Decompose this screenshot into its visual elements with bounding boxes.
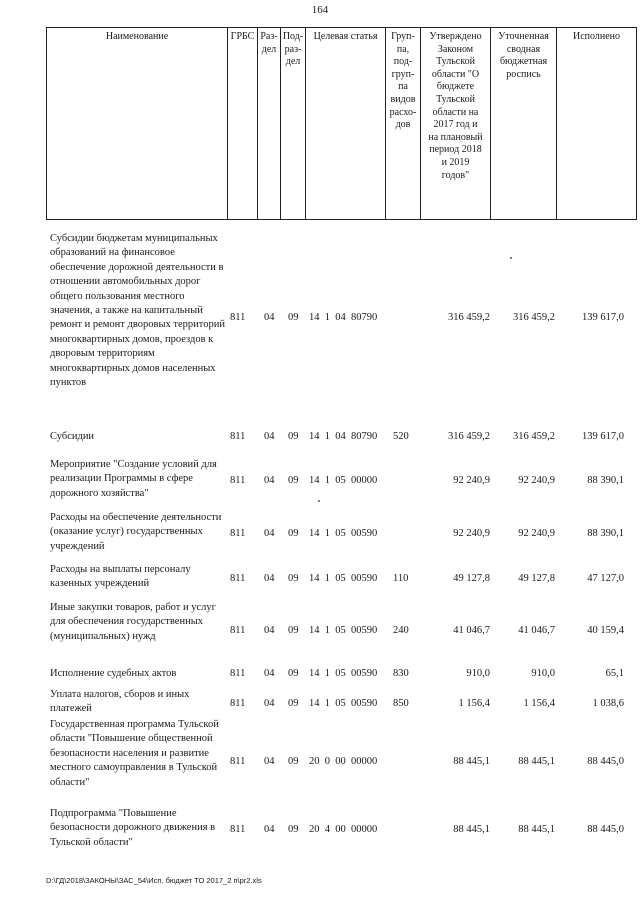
row-values [0,572,640,586]
cell-executed: 88 390,1 [587,528,624,539]
cell-target: 14 1 04 80790 [309,431,378,442]
cell-approved: 41 046,7 [453,625,490,636]
cell-approved: 49 127,8 [453,573,490,584]
header-specified: Уточненная сводная бюджетная роспись [498,31,549,80]
col-divider [636,27,637,220]
row-name: Подпрограмма "Повышение безопасности дорожного движения в Тульской области" [50,808,216,848]
cell-executed: 139 617,0 [582,431,624,442]
cell-razdel: 04 [264,475,275,486]
cell-executed: 88 390,1 [587,475,624,486]
cell-executed: 88 445,0 [587,756,624,767]
cell-grbs: 811 [230,668,246,679]
cell-approved: 316 459,2 [448,312,490,323]
header-bottom-rule [46,219,636,220]
cell-group: 520 [393,431,409,442]
page-number: 164 [311,4,329,16]
cell-approved: 92 240,9 [453,528,490,539]
row-name: Субсидии бюджетам муниципальных образований на финансовое обеспечение дорожной деятельности в отношении автомобильных дорог общего пользования местного значения, а также на капитальный ремонт и ремонт дворовых территорий многоквартирных домов, проездов к дворовым территориям многоквартирных домов населенных пунктов [50,233,225,389]
cell-executed: 40 159,4 [587,625,624,636]
cell-grbs: 811 [230,431,246,442]
cell-specified: 92 240,9 [518,475,555,486]
header-executed: Исполнено [572,31,620,42]
cell-podrazdel: 09 [288,475,299,486]
cell-group: 830 [393,668,409,679]
cell-grbs: 811 [230,625,246,636]
col-divider [227,27,228,220]
cell-specified: 41 046,7 [518,625,555,636]
scan-speck [510,257,512,259]
cell-razdel: 04 [264,312,275,323]
row-values [0,430,640,444]
header-approved: Утверждено Законом Тульской области "О бюджете Тульской области на 2017 год и на плановый период 2018 и 2019 годов" [428,31,483,181]
cell-executed: 88 445,0 [587,824,624,835]
row-name: Мероприятие "Создание условий для реализации Программы в сфере дорожного хозяйства" [50,459,217,499]
row-name: Государственная программа Тульской области "Повышение общественной безопасности населения и развитие местного самоуправления в Тульской области" [50,719,219,788]
row-values [0,624,640,638]
cell-podrazdel: 09 [288,573,299,584]
header-razdel: Раз- дел [260,31,278,55]
cell-grbs: 811 [230,573,246,584]
table-header [0,27,640,220]
cell-group: 110 [393,573,409,584]
cell-podrazdel: 09 [288,698,299,709]
cell-specified: 316 459,2 [513,312,555,323]
row-values [0,474,640,488]
cell-approved: 88 445,1 [453,756,490,767]
cell-approved: 1 156,4 [458,698,490,709]
cell-specified: 910,0 [531,668,555,679]
cell-target: 20 4 00 00000 [309,824,378,835]
cell-approved: 316 459,2 [448,431,490,442]
row-values [0,311,640,325]
cell-grbs: 811 [230,698,246,709]
cell-podrazdel: 09 [288,528,299,539]
cell-target: 14 1 05 00000 [309,475,378,486]
cell-razdel: 04 [264,573,275,584]
row-name: Иные закупки товаров, работ и услуг для обеспечения государственных (муниципальных) нужд [50,602,216,642]
row-name: Расходы на выплаты персоналу казенных учреждений [50,564,191,590]
cell-target: 14 1 05 00590 [309,625,378,636]
cell-specified: 88 445,1 [518,824,555,835]
scan-speck [318,500,320,502]
cell-podrazdel: 09 [288,668,299,679]
cell-grbs: 811 [230,528,246,539]
header-name: Наименование [105,31,169,42]
cell-grbs: 811 [230,312,246,323]
cell-podrazdel: 09 [288,625,299,636]
cell-specified: 49 127,8 [518,573,555,584]
file-path-footer: D:\ГД\2018\ЗАКОНЫ\ЗАС_54\Исп. бюджет ТО 2017_2 п\pr2.xls [46,876,262,885]
cell-specified: 1 156,4 [523,698,555,709]
cell-razdel: 04 [264,668,275,679]
cell-group: 850 [393,698,409,709]
row-name: Субсидии [50,431,95,442]
cell-grbs: 811 [230,824,246,835]
row-name: Расходы на обеспечение деятельности (оказание услуг) государственных учреждений [50,512,222,552]
row-values [0,755,640,769]
cell-grbs: 811 [230,756,246,767]
cell-specified: 316 459,2 [513,431,555,442]
col-divider [305,27,306,220]
cell-grbs: 811 [230,475,246,486]
cell-razdel: 04 [264,824,275,835]
row-name: Исполнение судебных актов [50,668,177,679]
cell-target: 14 1 05 00590 [309,668,378,679]
cell-podrazdel: 09 [288,824,299,835]
header-podrazdel: Под- раз- дел [282,31,304,68]
cell-target: 14 1 05 00590 [309,573,378,584]
cell-approved: 910,0 [466,668,490,679]
cell-target: 14 1 05 00590 [309,528,378,539]
cell-podrazdel: 09 [288,431,299,442]
cell-razdel: 04 [264,431,275,442]
header-target: Целевая статья [313,31,378,42]
row-values [0,527,640,541]
row-values [0,667,640,681]
cell-executed: 65,1 [605,668,624,679]
cell-podrazdel: 09 [288,756,299,767]
cell-group: 240 [393,625,409,636]
cell-podrazdel: 09 [288,312,299,323]
cell-razdel: 04 [264,528,275,539]
cell-approved: 88 445,1 [453,824,490,835]
cell-executed: 139 617,0 [582,312,624,323]
row-values [0,697,640,711]
cell-target: 14 1 04 80790 [309,312,378,323]
header-group: Груп- па, под- груп- па видов расхо- дов [389,31,417,131]
cell-executed: 1 038,6 [592,698,624,709]
cell-specified: 92 240,9 [518,528,555,539]
cell-razdel: 04 [264,625,275,636]
col-divider [46,27,47,220]
cell-approved: 92 240,9 [453,475,490,486]
row-name: Уплата налогов, сборов и иных платежей [50,689,190,715]
cell-razdel: 04 [264,756,275,767]
col-divider [556,27,557,220]
cell-target: 14 1 05 00590 [309,698,378,709]
row-values [0,823,640,837]
cell-executed: 47 127,0 [587,573,624,584]
cell-specified: 88 445,1 [518,756,555,767]
cell-target: 20 0 00 00000 [309,756,378,767]
header-grbs: ГРБС [230,31,255,42]
cell-razdel: 04 [264,698,275,709]
header-top-rule [46,27,636,28]
